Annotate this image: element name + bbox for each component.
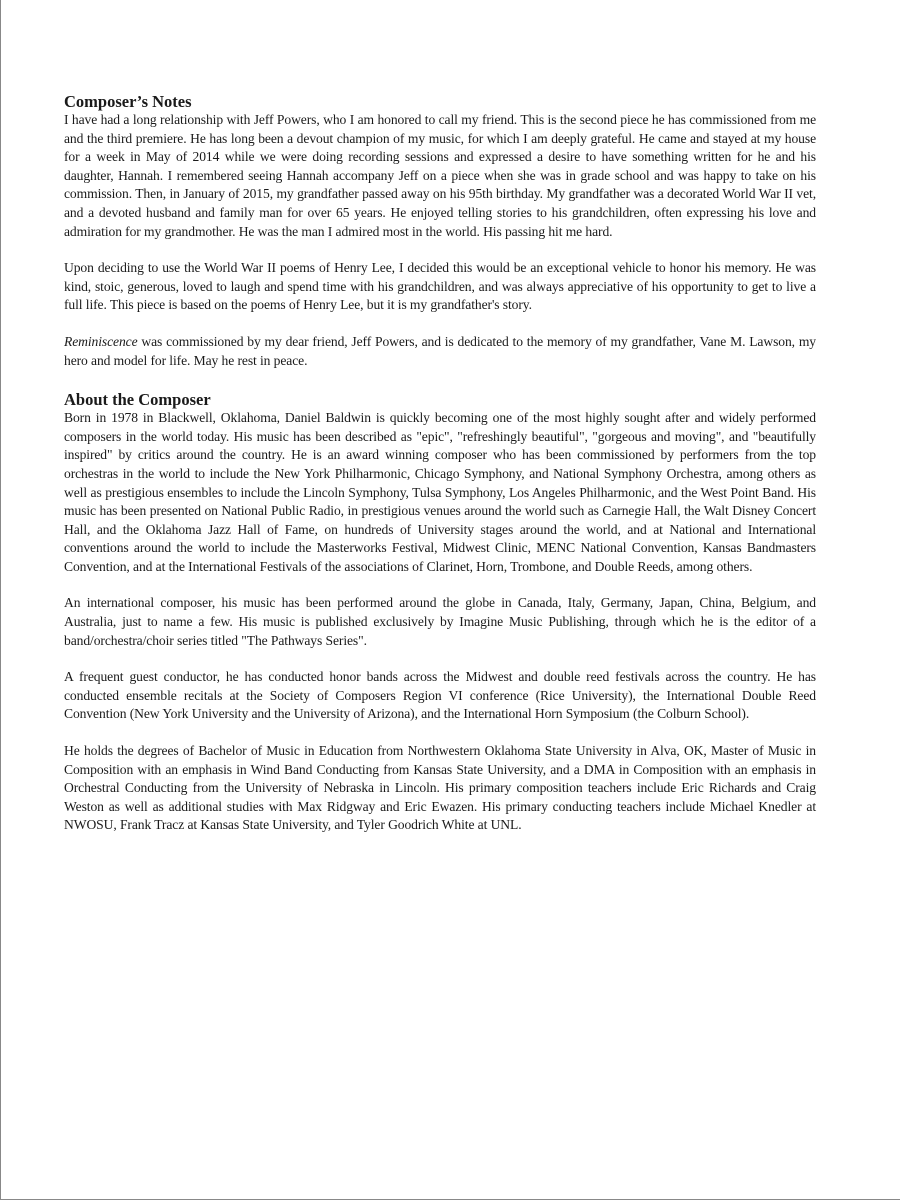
composers-notes-paragraph-1: I have had a long relationship with Jeff Powers, who I am honored to call my friend. This is the second piece he has commissioned from me and the third premiere. He has long been a devout champion of my music, for which I am deeply grateful. He came and stayed at my house for a week in May of 2014 while we were doing recording sessions and expressed a desire to have something written for he and his daughter, Hannah. I remembered seeing Hannah accompany Jeff on a piece when she was in grade school and was happy to take on his commission. Then, in January of 2015, my grandfather passed away on his 95th birthday. My grandfather was a decorated World War II vet, and a devoted husband and family man for over 65 years. He enjoyed telling stories to his grandchildren, often expressing his love and admiration for my grandmother. He was the man I admired most in the world. His passing hit me hard.: [64, 112, 816, 239]
about-composer-paragraph-2: An international composer, his music has been performed around the globe in Canada, Italy, Germany, Japan, China, Belgium, and Australia, just to name a few. His music is published exclusively by Imagine Music Publishing, through which he is the editor of a band/orchestra/choir series titled "The Pathways Series".: [64, 595, 816, 648]
about-composer-section: [64, 390, 816, 835]
about-composer-paragraph-4: He holds the degrees of Bachelor of Music in Education from Northwestern Oklahoma State University in Alva, OK, Master of Music in Composition with an emphasis in Wind Band Conducting from Kansas State University, and a DMA in Composition with an emphasis in Orchestral Conducting from the University of Nebraska in Lincoln. His primary composition teachers include Eric Richards and Craig Weston as well as additional studies with Max Ridgway and Eric Ewazen. His primary conducting teachers include Michael Knedler at NWOSU, Frank Tracz at Kansas State University, and Tyler Goodrich White at UNL.: [64, 743, 816, 833]
composers-notes-paragraph-3: [64, 333, 816, 370]
page-left-border: [0, 0, 1, 1200]
about-composer-paragraph-3: A frequent guest conductor, he has conducted honor bands across the Midwest and double reed festivals across the country. He has conducted ensemble recitals at the Society of Composers Region VI conference (Rice University), the International Double Reed Convention (New York University and the University of Arizona), and the International Horn Symposium (the Colburn School).: [64, 669, 816, 722]
about-composer-paragraph-1: Born in 1978 in Blackwell, Oklahoma, Daniel Baldwin is quickly becoming one of the most highly sought after and widely performed composers in the world today. His music has been described as "epic", "refreshingly beautiful", "gorgeous and moving", and "beautifully inspired" by critics around the country. He is an award winning composer who has been commissioned by performers from the top orchestras in the world to include the New York Philharmonic, Chicago Symphony, and National Symphony Orchestra, among others as well as prestigious ensembles to include the Lincoln Symphony, Tulsa Symphony, Los Angeles Philharmonic, and the West Point Band. His music has been presented on National Public Radio, in prestigious venues around the world such as Carnegie Hall, the Walt Disney Concert Hall, and the Oklahoma Jazz Hall of Fame, on hundreds of University stages around the world, and at National and International conventions around the world to include the Masterworks Festival, Midwest Clinic, MENC National Convention, Kansas Bandmasters Convention, and at the International Festivals of the associations of Clarinet, Horn, Trombone, and Double Reeds, among others.: [64, 410, 816, 574]
about-composer-heading: About the Composer: [64, 390, 211, 410]
composers-notes-paragraph-3-text: was commissioned by my dear friend, Jeff Powers, and is dedicated to the memory of my grandfather, Vane M. Lawson, my hero and model for life. May he rest in peace.: [64, 333, 816, 368]
piece-title: Reminiscence: [64, 333, 138, 349]
composers-notes-heading: Composer’s Notes: [64, 92, 192, 111]
composers-notes-section: [64, 92, 816, 370]
composers-notes-paragraph-2: Upon deciding to use the World War II poems of Henry Lee, I decided this would be an exceptional vehicle to honor his memory. He was kind, stoic, generous, loved to laugh and spend time with his grandchildren, and was always appreciative of his opportunity to get to live a full life. This piece is based on the poems of Henry Lee, but it is my grandfather's story.: [64, 260, 816, 313]
document-page: [64, 92, 816, 853]
